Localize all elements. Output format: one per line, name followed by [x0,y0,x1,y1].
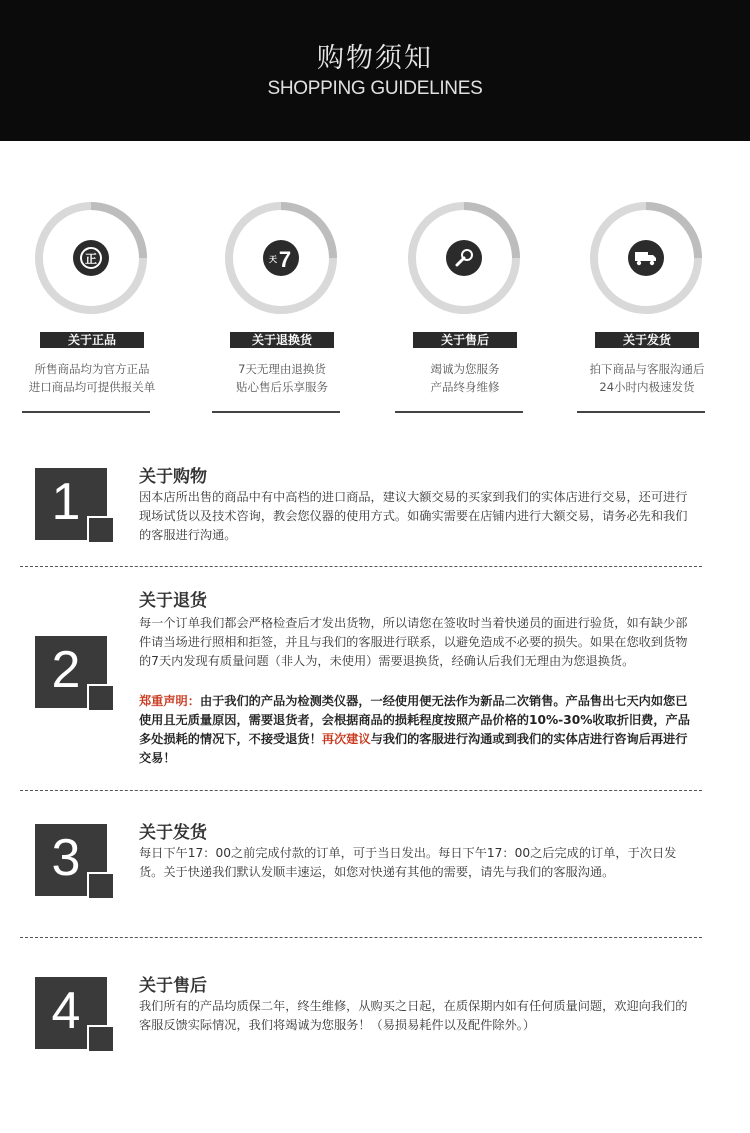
section-body: 我们所有的产品均质保二年，终生维修，从购买之日起，在质保期内如有任何质量问题，欢迎向我们的客服反馈实际情况，我们将竭诚为您服务！（易损易耗件以及配件除外。） [139,999,688,1032]
section-number-accent [87,516,115,544]
truck-icon [628,240,664,276]
section-notice [139,692,699,768]
feature-row [0,200,750,420]
section-divider [20,790,702,791]
section-number: 1 [51,473,81,531]
feature-underline [212,411,340,413]
wrench-icon [446,240,482,276]
feature-desc-line: 贴心售后乐享服务 [236,380,328,394]
feature-desc [375,360,555,396]
feature-genuine [22,200,162,415]
feature-shipping [577,200,717,415]
feature-desc-line: 24小时内极速发货 [599,380,695,394]
section-number: 4 [51,982,81,1040]
feature-underline [395,411,523,413]
seven-day-icon [263,240,299,276]
section-number-block [35,824,107,896]
notice-highlight: 再次建议 [321,732,371,746]
section-body: 因本店所出售的商品中有中高档的进口商品，建议大额交易的买家到我们的实体店进行交易，还可进行现场试货以及技术咨询，教会您仪器的使用方式。如确实需要在店铺内进行大额交易，请务必先和我们的客服进行沟通。 [139,490,688,542]
feature-aftersales [395,200,535,415]
section-divider [20,566,702,567]
feature-desc [192,360,372,396]
section-body: 每一个订单我们都会严格检查后才发出货物，所以请您在签收时当着快递员的面进行验货，如有缺少部件请当场进行照相和拒签，并且与我们的客服进行联系，以避免造成不必要的损失。如果在您收到货物的7天内发现有质量问题（非人为，未使用）需要退换货，经确认后我们无理由为您退换货。 [139,616,688,668]
feature-desc-line: 产品终身维修 [430,380,500,394]
section-title: 关于发货 [139,823,207,843]
section-body: 每日下午17：00之前完成付款的订单，可于当日发出。每日下午17：00之后完成的订单，于次日发货。关于快递我们默认发顺丰速运，如您对快递有其他的需要，请先与我们的客服沟通。 [139,846,677,879]
notice-label: 郑重声明： [139,694,200,708]
section-number-accent [87,684,115,712]
section-title: 关于购物 [139,467,207,487]
feature-desc [557,360,737,396]
section-title: 关于售后 [139,976,207,996]
svg-text:正: 正 [84,252,98,266]
section-number: 3 [51,829,81,887]
feature-desc [2,360,182,396]
page-title: 购物须知 [317,43,433,74]
feature-desc-line: 拍下商品与客服沟通后 [589,362,705,376]
section-divider [20,937,702,938]
notice-body: 由于我们的产品为检测类仪器，一经使用便无法作为新品二次销售。产品售出七天内如您已使用且无质量原因，需要退货者，会根据商品的损耗程度按照产品价格的10%-30%收取折旧费，产品多处损耗的情况下，不接受退货！ [139,694,690,746]
feature-underline [577,411,705,413]
section-number-block [35,636,107,708]
header-banner [0,0,750,141]
feature-label: 关于发货 [595,332,699,348]
svg-text:7: 7 [278,247,292,272]
feature-desc-line: 所售商品均为官方正品 [34,362,150,376]
feature-desc-line: 7天无理由退换货 [238,362,326,376]
feature-returns [212,200,352,415]
feature-desc-line: 进口商品均可提供报关单 [28,380,156,394]
feature-label: 关于售后 [413,332,517,348]
svg-text:天: 天 [269,255,277,264]
section-title: 关于退货 [139,591,207,611]
feature-underline [22,411,150,413]
feature-label: 关于正品 [40,332,144,348]
page-subtitle: SHOPPING GUIDELINES [267,78,483,99]
section-number-block [35,977,107,1049]
section-number-accent [87,1025,115,1053]
section-number-accent [87,872,115,900]
notice-tail: 与我们的客服进行沟通或到我们的实体店进行咨询后再进行交易！ [139,732,688,765]
zheng-badge-icon [73,240,109,276]
feature-desc-line: 竭诚为您服务 [430,362,500,376]
section-number-block [35,468,107,540]
section-number: 2 [51,641,81,699]
feature-label: 关于退换货 [230,332,334,348]
